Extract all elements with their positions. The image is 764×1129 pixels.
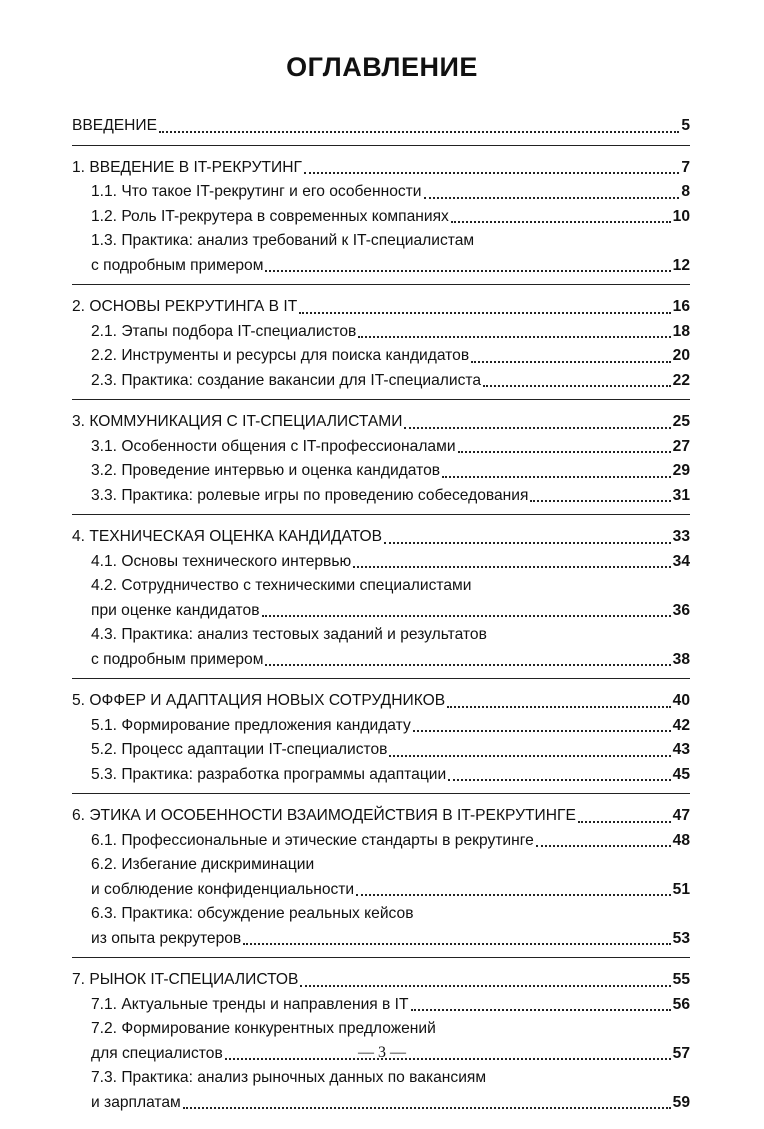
toc-page-number: 47 bbox=[672, 807, 690, 824]
toc-dot-leader bbox=[243, 943, 670, 945]
toc-entry-title: 4. ТЕХНИЧЕСКАЯ ОЦЕНКА КАНДИДАТОВ bbox=[72, 528, 383, 545]
toc-page-number: 31 bbox=[672, 486, 690, 504]
toc-page-number: 18 bbox=[672, 322, 690, 340]
toc-entry-title: 6.2. Избегание дискриминации bbox=[91, 856, 315, 873]
toc-chapter-entry[interactable] bbox=[72, 968, 690, 993]
toc-dot-leader bbox=[353, 566, 670, 568]
toc-entry-title: 4.2. Сотрудничество с техническими специалистами bbox=[91, 577, 472, 594]
toc-page-number: 10 bbox=[672, 207, 690, 225]
toc-page-number: 43 bbox=[672, 741, 690, 758]
toc-dot-leader bbox=[159, 131, 679, 133]
toc-dot-leader bbox=[356, 894, 670, 896]
toc-entry-title: 4.3. Практика: анализ тестовых заданий и результатов bbox=[91, 626, 487, 643]
toc-entry-title: 2.3. Практика: создание вакансии для IT-специалиста bbox=[91, 371, 482, 389]
toc-dot-leader bbox=[384, 542, 671, 544]
toc-dot-leader bbox=[300, 985, 670, 987]
toc-subsection-entry[interactable] bbox=[72, 878, 690, 903]
toc-entry-title: 5.1. Формирование предложения кандидату bbox=[91, 716, 411, 734]
toc-dot-leader bbox=[299, 312, 670, 314]
toc-dot-leader bbox=[458, 451, 671, 453]
toc-page-number: 55 bbox=[672, 971, 690, 988]
toc-entry-title: 7.1. Актуальные тренды и направления в IT bbox=[91, 995, 409, 1013]
toc-dot-leader bbox=[389, 755, 670, 757]
toc-section bbox=[72, 802, 690, 958]
toc-subsection-entry[interactable] bbox=[72, 180, 690, 205]
toc-entry-title: 3. КОММУНИКАЦИЯ С IT-СПЕЦИАЛИСТАМИ bbox=[72, 413, 403, 430]
toc-dot-leader bbox=[471, 361, 671, 363]
toc-dot-leader bbox=[483, 385, 671, 387]
toc-subsection-entry[interactable] bbox=[72, 344, 690, 369]
toc-section bbox=[72, 293, 690, 400]
toc-dot-leader bbox=[451, 221, 671, 223]
toc-page-number: 56 bbox=[672, 995, 690, 1013]
toc-dot-leader bbox=[262, 615, 671, 617]
toc-subsection-entry[interactable] bbox=[72, 574, 690, 599]
toc-entry-title: 5. ОФФЕР И АДАПТАЦИЯ НОВЫХ СОТРУДНИКОВ bbox=[72, 692, 446, 709]
toc-page-number: 42 bbox=[672, 716, 690, 734]
toc-entry-title: 3.1. Особенности общения с IT-профессионалами bbox=[91, 437, 456, 455]
toc-dot-leader bbox=[404, 427, 670, 429]
toc-subsection-entry[interactable] bbox=[72, 320, 690, 345]
toc-subsection-entry[interactable] bbox=[72, 993, 690, 1018]
toc-dot-leader bbox=[442, 476, 671, 478]
toc-entry-title: ВВЕДЕНИЕ bbox=[72, 117, 158, 134]
toc-entry-title: и соблюдение конфиденциальности bbox=[91, 880, 355, 898]
toc-chapter-entry[interactable] bbox=[72, 410, 690, 435]
toc-page-number: 45 bbox=[672, 765, 690, 783]
toc-entry-title: 7.2. Формирование конкурентных предложений bbox=[91, 1020, 436, 1037]
toc-page-number: 12 bbox=[672, 256, 690, 274]
toc-entry-title: 7.3. Практика: анализ рыночных данных по вакансиям bbox=[91, 1069, 487, 1086]
toc-entry-title: 1.3. Практика: анализ требований к IT-специалистам bbox=[91, 232, 475, 249]
toc-entry-title: при оценке кандидатов bbox=[91, 601, 260, 619]
toc-page-number: 40 bbox=[672, 692, 690, 709]
toc-section bbox=[72, 408, 690, 515]
toc-page-number: 5 bbox=[681, 117, 690, 134]
toc-chapter-entry[interactable] bbox=[72, 295, 690, 320]
toc-subsection-entry[interactable] bbox=[72, 599, 690, 624]
toc-subsection-entry[interactable] bbox=[72, 648, 690, 673]
toc-subsection-entry[interactable] bbox=[72, 1091, 690, 1116]
toc-page-number: 57 bbox=[672, 1044, 690, 1062]
toc-entry-title: с подробным примером bbox=[91, 256, 264, 274]
toc-subsection-entry[interactable] bbox=[72, 1017, 690, 1042]
toc-page-number: 22 bbox=[672, 371, 690, 389]
toc-page-number: 25 bbox=[672, 413, 690, 430]
toc-entry-title: 5.2. Процесс адаптации IT-специалистов bbox=[91, 741, 388, 758]
toc-subsection-entry[interactable] bbox=[72, 853, 690, 878]
toc-entry-title: 6. ЭТИКА И ОСОБЕННОСТИ ВЗАИМОДЕЙСТВИЯ В IT-РЕКРУТИНГЕ bbox=[72, 807, 576, 824]
toc-page-number: 8 bbox=[681, 183, 690, 200]
toc-page-number: 27 bbox=[672, 437, 690, 455]
toc-subsection-entry[interactable] bbox=[72, 829, 690, 854]
toc-dot-leader bbox=[530, 500, 670, 502]
toc-entry-title: с подробным примером bbox=[91, 650, 264, 668]
toc-page-number: 59 bbox=[672, 1093, 690, 1111]
toc-page-number: 7 bbox=[681, 158, 690, 176]
toc-page-number: 36 bbox=[672, 601, 690, 619]
toc-subsection-entry[interactable] bbox=[72, 927, 690, 952]
toc-chapter-entry[interactable] bbox=[72, 689, 690, 714]
toc-entry-title: 2.1. Этапы подбора IT-специалистов bbox=[91, 322, 357, 340]
toc-page-number: 38 bbox=[672, 650, 690, 668]
toc-entry-title: 2.2. Инструменты и ресурсы для поиска кандидатов bbox=[91, 347, 470, 364]
toc-dot-leader bbox=[411, 1009, 671, 1011]
toc-dot-leader bbox=[304, 172, 679, 174]
table-of-contents bbox=[72, 112, 690, 1129]
toc-page-number: 34 bbox=[672, 552, 690, 570]
toc-entry-title: 3.3. Практика: ролевые игры по проведению собеседования bbox=[91, 486, 529, 504]
page-number: — 3 — bbox=[358, 1044, 406, 1061]
toc-entry-title: 1. ВВЕДЕНИЕ В IT-РЕКРУТИНГ bbox=[72, 158, 302, 176]
toc-entry-title: из опыта рекрутеров bbox=[91, 929, 242, 947]
toc-subsection-entry[interactable] bbox=[72, 484, 690, 509]
toc-entry-title: для специалистов bbox=[91, 1044, 223, 1062]
toc-entry-title: и зарплатам bbox=[91, 1093, 181, 1111]
toc-dot-leader bbox=[424, 197, 680, 199]
toc-dot-leader bbox=[413, 730, 671, 732]
toc-entry-title: 5.3. Практика: разработка программы адаптации bbox=[91, 765, 447, 783]
toc-subsection-entry[interactable] bbox=[72, 459, 690, 484]
toc-entry-title: 1.2. Роль IT-рекрутера в современных компаниях bbox=[91, 207, 449, 225]
toc-page-number: 29 bbox=[672, 462, 690, 479]
toc-dot-leader bbox=[536, 845, 671, 847]
toc-entry-title: 7. РЫНОК IT-СПЕЦИАЛИСТОВ bbox=[72, 971, 299, 988]
toc-subsection-entry[interactable] bbox=[72, 435, 690, 460]
toc-section bbox=[72, 112, 690, 146]
toc-subsection-entry[interactable] bbox=[72, 714, 690, 739]
toc-chapter-entry[interactable] bbox=[72, 804, 690, 829]
toc-subsection-entry[interactable] bbox=[72, 254, 690, 279]
toc-subsection-entry[interactable] bbox=[72, 369, 690, 394]
toc-section bbox=[72, 154, 690, 286]
toc-chapter-entry[interactable] bbox=[72, 525, 690, 550]
toc-dot-leader bbox=[447, 706, 670, 708]
toc-entry-title: 1.1. Что такое IT-рекрутинг и его особенности bbox=[91, 183, 422, 200]
toc-entry-title: 4.1. Основы технического интервью bbox=[91, 552, 352, 570]
toc-dot-leader bbox=[265, 270, 670, 272]
toc-dot-leader bbox=[183, 1107, 671, 1109]
toc-subsection-entry[interactable] bbox=[72, 1066, 690, 1091]
toc-page-number: 48 bbox=[672, 831, 690, 849]
toc-chapter-entry[interactable] bbox=[72, 156, 690, 181]
toc-entry-title: 2. ОСНОВЫ РЕКРУТИНГА В IT bbox=[72, 298, 298, 315]
toc-section bbox=[72, 523, 690, 679]
toc-subsection-entry[interactable] bbox=[72, 902, 690, 927]
toc-entry-title: 6.1. Профессиональные и этические стандарты в рекрутинге bbox=[91, 831, 534, 849]
toc-page-number: 51 bbox=[672, 880, 690, 898]
toc-page-number: 33 bbox=[672, 528, 690, 545]
toc-page-number: 53 bbox=[672, 929, 690, 947]
toc-subsection-entry[interactable] bbox=[72, 623, 690, 648]
toc-section bbox=[72, 687, 690, 794]
toc-entry-title: 6.3. Практика: обсуждение реальных кейсов bbox=[91, 905, 414, 922]
toc-subsection-entry[interactable] bbox=[72, 205, 690, 230]
toc-chapter-entry[interactable] bbox=[72, 114, 690, 139]
toc-subsection-entry[interactable] bbox=[72, 763, 690, 788]
toc-subsection-entry[interactable] bbox=[72, 738, 690, 763]
toc-page-number: 16 bbox=[672, 298, 690, 315]
toc-subsection-entry[interactable] bbox=[72, 550, 690, 575]
page-title: ОГЛАВЛЕНИЕ bbox=[286, 52, 478, 82]
toc-dot-leader bbox=[578, 821, 671, 823]
toc-entry-title: 3.2. Проведение интервью и оценка кандидатов bbox=[91, 462, 441, 479]
toc-dot-leader bbox=[358, 336, 670, 338]
toc-subsection-entry[interactable] bbox=[72, 229, 690, 254]
toc-dot-leader bbox=[265, 664, 670, 666]
toc-dot-leader bbox=[448, 779, 670, 781]
toc-page-number: 20 bbox=[672, 347, 690, 364]
